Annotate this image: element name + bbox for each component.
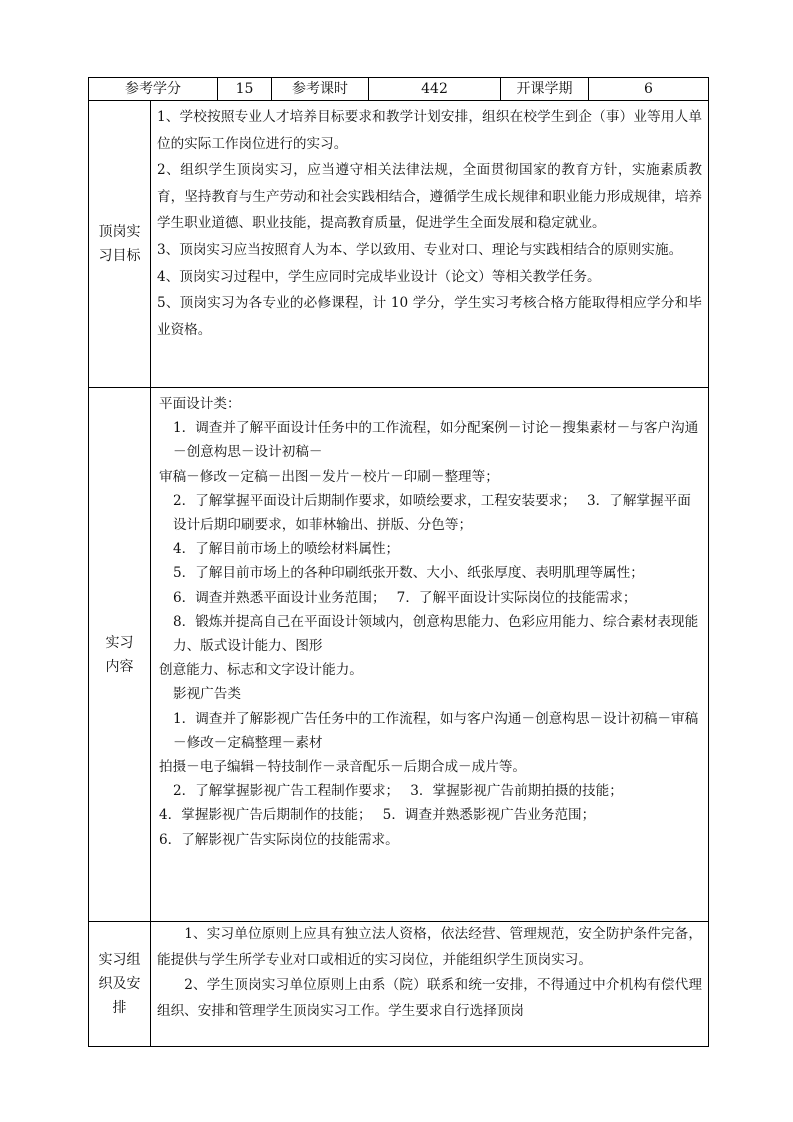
- goals-label: 顶岗实 习目标: [89, 101, 151, 388]
- content-line: 审稿－修改－定稿－出图－发片－校片－印刷－整理等；: [159, 468, 499, 485]
- header-row: [89, 78, 709, 101]
- content-line: 1．调查并了解影视广告任务中的工作流程，如与客户沟通－创意构思－设计初稿－审稿－修改－定稿整理－素材: [173, 710, 699, 751]
- content-line: 4．掌握影视广告后期制作的技能； 5．调查并熟悉影视广告业务范围；: [159, 807, 596, 824]
- arrange-content: [151, 922, 709, 1047]
- credits-label: 参考学分: [89, 78, 218, 101]
- content-line: 8．锻炼并提高自己在平面设计领域内，创意构思能力、色彩应用能力、综合素材表现能力、版式设计能力、图形: [173, 613, 699, 655]
- arrange-label: 实习组 织及安 排: [89, 922, 151, 1047]
- content-row: [89, 388, 709, 922]
- content-line: 影视广告类: [173, 686, 241, 703]
- content-line: 1．调查并了解平面设计任务中的工作流程，如分配案例－讨论－搜集素材－与客户沟通－创意构思－设计初稿－: [173, 420, 699, 461]
- content-line: 6．了解影视广告实际岗位的技能需求。: [159, 831, 399, 848]
- course-info-table: [88, 77, 709, 1047]
- goals-paragraph: 1、学校按照专业人才培养目标要求和教学计划安排，组织在校学生到企（事）业等用人单位的实际工作岗位进行的实习。: [157, 109, 702, 152]
- content-body: [151, 388, 709, 922]
- goals-paragraph: 2、组织学生顶岗实习，应当遵守相关法律法规，全面贯彻国家的教育方针，实施素质教育，坚持教育与生产劳动和社会实践相结合，遵循学生成长规律和职业能力形成规律，培养学生职业道德、职业技能，提高教育质量，促进学生全面发展和稳定就业。: [157, 162, 702, 232]
- goals-content: [151, 101, 709, 388]
- arrange-paragraph: 2、学生顶岗实习单位原则上由系（院）联系和统一安排，不得通过中介机构有偿代理组织、安排和管理学生顶岗实习工作。学生要求自行选择顶岗: [157, 977, 702, 1019]
- arrange-paragraph: 1、实习单位原则上应具有独立法人资格，依法经营、管理规范，安全防护条件完备，能提供与学生所学专业对口或相近的实习岗位，并能组织学生顶岗实习。: [157, 926, 702, 968]
- hours-value: 442: [369, 78, 501, 101]
- content-line: 6．调查并熟悉平面设计业务范围； 7．了解平面设计实际岗位的技能需求；: [173, 589, 637, 606]
- content-line: 4．了解目前市场上的喷绘材料属性；: [173, 541, 400, 558]
- content-line: 平面设计类：: [159, 396, 241, 412]
- arrange-row: [89, 922, 709, 1047]
- content-line: 5．了解目前市场上的各种印刷纸张开数、大小、纸张厚度、表明肌理等属性；: [173, 565, 644, 582]
- semester-value: 6: [589, 78, 709, 101]
- semester-label: 开课学期: [501, 78, 589, 101]
- hours-label: 参考课时: [272, 78, 369, 101]
- goals-paragraph: 5、顶岗实习为各专业的必修课程，计 10 学分，学生实习考核合格方能取得相应学分和毕业资格。: [157, 295, 702, 338]
- goals-paragraph: 4、顶岗实习过程中，学生应同时完成毕业设计（论文）等相关教学任务。: [157, 268, 601, 285]
- goals-row: [89, 101, 709, 388]
- goals-paragraph: 3、顶岗实习应当按照育人为本、学以致用、专业对口、理论与实践相结合的原则实施。: [157, 241, 683, 258]
- content-line: 创意能力、标志和文字设计能力。: [159, 662, 363, 679]
- content-line: 拍摄－电子编辑－特技制作－录音配乐－后期合成－成片等。: [159, 759, 527, 776]
- credits-value: 15: [218, 78, 272, 101]
- content-line: 2．了解掌握平面设计后期制作要求，如喷绘要求，工程安装要求； 3．了解掌握平面设计后期印刷要求，如菲林输出、拼版、分色等；: [173, 492, 691, 534]
- content-label: 实习 内容: [89, 388, 151, 922]
- content-line: 2．了解掌握影视广告工程制作要求； 3．掌握影视广告前期拍摄的技能；: [173, 783, 623, 800]
